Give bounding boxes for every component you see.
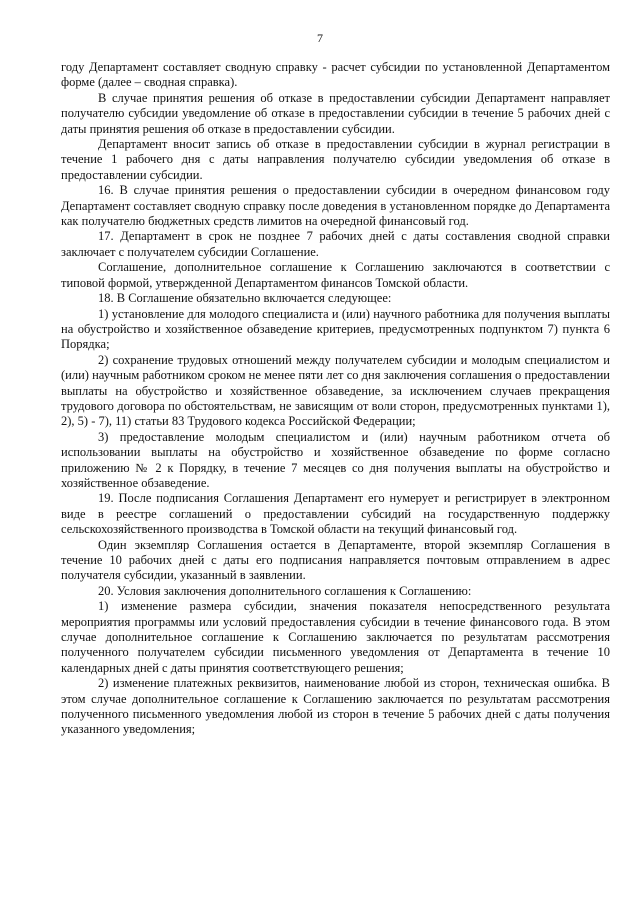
paragraph-17: 17. Департамент в срок не позднее 7 рабочих дней с даты составления сводной справки заключает с получателем субсидии Соглашение. — [61, 229, 610, 259]
paragraph-18-item-3: 3) предоставление молодым специалистом и (или) научным работником отчета об использовании выплаты на обустройство и хозяйственное обзаведение по форме согласно приложению № 2 к Порядку, в течение 7 месяцев со дня получения выплаты на обустройство и хозяйственное обзаведение. — [61, 429, 610, 490]
paragraph-continuation: году Департамент составляет сводную справку - расчет субсидии по установленной Департаментом форме (далее – сводная справка). — [61, 60, 610, 90]
paragraph-20: 20. Условия заключения дополнительного соглашения к Соглашению: — [98, 583, 472, 598]
paragraph-refusal-notice: В случае принятия решения об отказе в предоставлении субсидии Департамент направляет получателю субсидии уведомление об отказе в предоставлении субсидии в течение 5 рабочих дней с даты принятия решения об отказе в предоставлении субсидии. — [61, 90, 610, 136]
paragraph-refusal-journal: Департамент вносит запись об отказе в предоставлении субсидии в журнал регистрации в течение 1 рабочего дня с даты направления получателю субсидии уведомления об отказе в предоставлении субсидии. — [61, 137, 610, 182]
paragraph-agreement-form: Соглашение, дополнительное соглашение к Соглашению заключаются в соответствии с типовой формой, утвержденной Департаментом финансов Томской области. — [61, 260, 610, 290]
paragraph-agreement-copy: Один экземпляр Соглашения остается в Департаменте, второй экземпляр Соглашения в течение 10 рабочих дней с даты его подписания направляется почтовым отправлением в адрес получателя субсидии, указанный в заявлении. — [61, 537, 610, 583]
paragraph-19: 19. После подписания Соглашения Департамент его нумерует и регистрирует в электронном виде в реестре соглашений о предоставлении субсидий на государственную поддержку сельскохозяйственного производства в Томской области на текущий финансовый год. — [61, 491, 610, 537]
paragraph-20-item-2: 2) изменение платежных реквизитов, наименование любой из сторон, техническая ошибка. В этом случае дополнительное соглашение к Соглашению заключается по результатам рассмотрения полученного письменного уведомления любой из сторон в течение 5 рабочих дней с даты получения указанного уведомления; — [61, 676, 610, 737]
paragraph-20-item-1: 1) изменение размера субсидии, значения показателя непосредственного результата мероприятия программы или условий предоставления субсидии в течение финансового года. В этом случае дополнительное соглашение к Соглашению заключается по результатам рассмотрения полученного получателем субсидии письменного уведомления от Департамента в течение 10 календарных дней с даты принятия соответствующего решения; — [61, 599, 610, 675]
paragraph-16: 16. В случае принятия решения о предоставлении субсидии в очередном финансовом году Департамент составляет сводную справку после доведения в установленном порядке до Департамента как получателю бюджетных средств лимитов на очередной финансовый год. — [61, 183, 610, 229]
document-body — [61, 60, 610, 738]
paragraph-18: 18. В Соглашение обязательно включается следующее: — [98, 291, 392, 306]
paragraph-18-item-1: 1) установление для молодого специалиста и (или) научного работника для получения выплаты на обустройство и хозяйственное обзаведение критериев, предусмотренных подпунктом 7) пункта 6 Порядка; — [61, 306, 610, 352]
page-number: 7 — [317, 31, 323, 45]
paragraph-18-item-2: 2) сохранение трудовых отношений между получателем субсидии и молодым специалистом и (или) научным работником сроком не менее пяти лет со дня заключения соглашения о предоставлении выплаты на обустройство и хозяйственное обзаведение, за исключением случаев прекращения трудового договора по обстоятельствам, не зависящим от воли сторон, предусмотренных пунктами 1), 2), 5) - 7), 11) статьи 83 Трудового кодекса Российской Федерации; — [61, 352, 610, 429]
